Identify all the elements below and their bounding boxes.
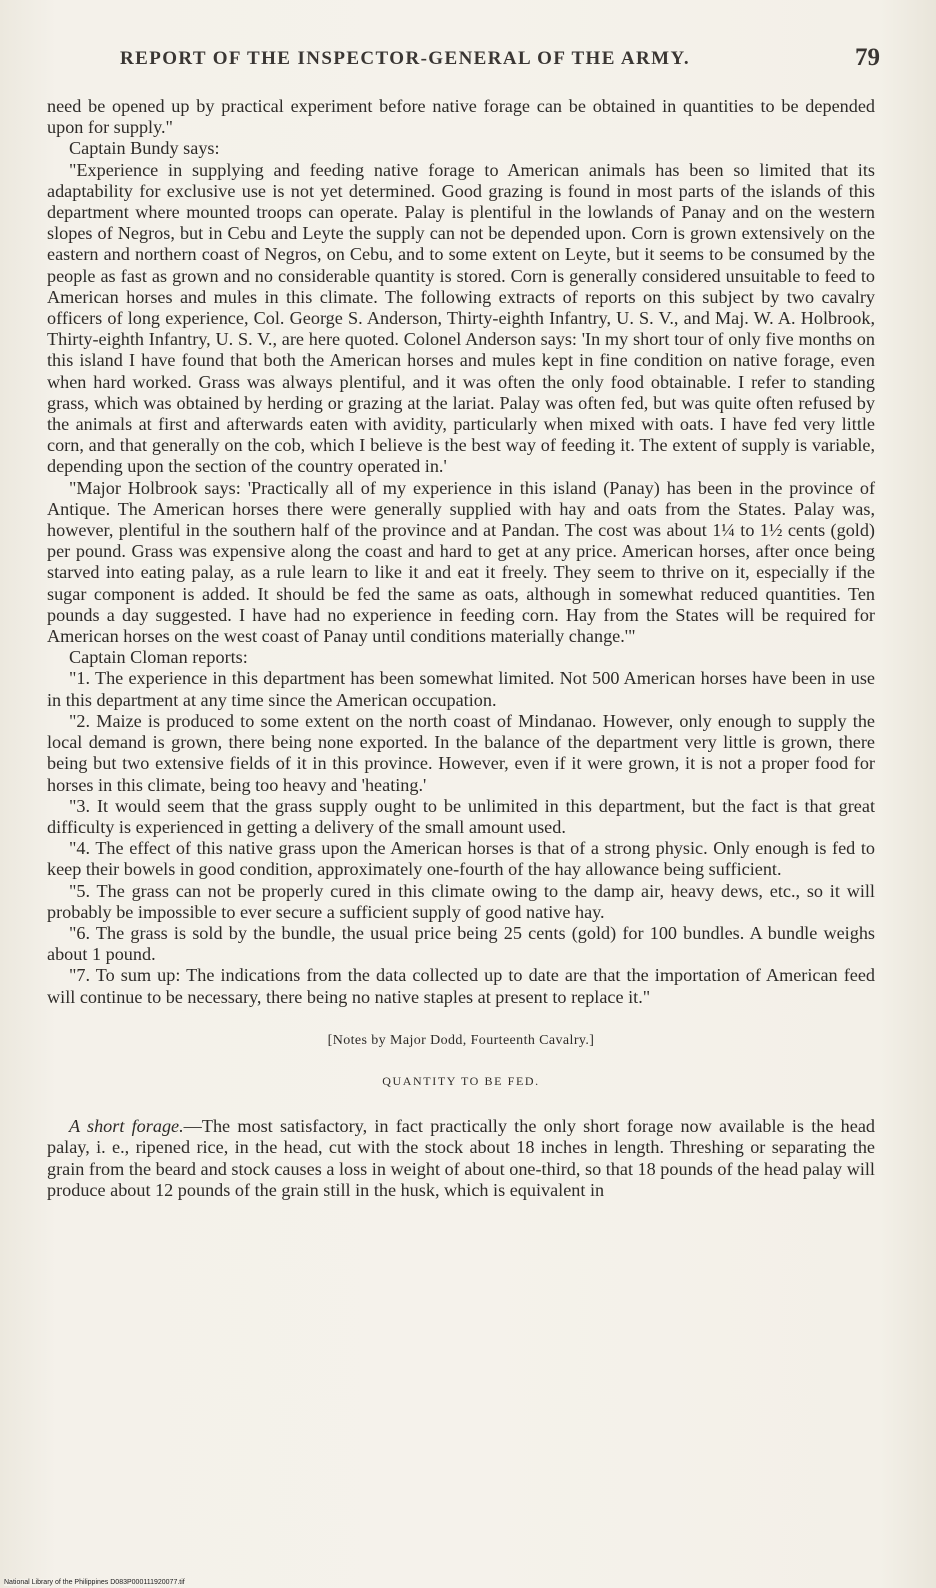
paragraph-cloman-item-1: "1. The experience in this department has been somewhat limited. Not 500 American horses have been in use in this department at any time since the American occupation.: [47, 668, 875, 710]
paragraph-bundy-quote: "Experience in supplying and feeding native forage to American animals has been so limited that its adaptability for exclusive use is not yet determined. Good grazing is found in most parts of the islands of this department where mounted troops can operate. Palay is plentiful in the lowlands of Panay and on the western slopes of Negros, but in Cebu and Leyte the supply can not be depended upon. Corn is grown extensively on the eastern and northern coast of Negros, on Cebu, and to some extent on Leyte, but it seems to be consumed by the people as fast as grown and no considerable quantity is stored. Corn is generally considered unsuitable to feed to American horses and mules in this climate. The following extracts of reports on this subject by two cavalry officers of long experience, Col. George S. Anderson, Thirty-eighth Infantry, U. S. V., and Maj. W. A. Holbrook, Thirty-eighth Infantry, U. S. V., are here quoted. Colonel Anderson says: 'In my short tour of only five months on this island I have found that both the American horses and mules kept in fine condition on native forage, even when hard worked. Grass was always plentiful, and it was often the only food obtainable. I refer to standing grass, which was obtained by herding or grazing at the lariat. Palay was often fed, but was quite often refused by the animals at first and afterwards eaten with avidity, particularly when mixed with oats. I have fed very little corn, and that generally on the cob, which I believe is the best way of feeding it. The extent of supply is variable, depending upon the section of the country operated in.': [47, 159, 875, 477]
paragraph-cloman-item-6: "6. The grass is sold by the bundle, the usual price being 25 cents (gold) for 100 bundles. A bundle weighs about 1 pound.: [47, 922, 875, 965]
paragraph-cloman-item-4: "4. The effect of this native grass upon the American horses is that of a strong physic. Only enough is fed to keep their bowels in good condition, approximately one-fourth of the hay allowance being sufficient.: [47, 838, 875, 880]
paragraph-cloman-intro: Captain Cloman reports:: [69, 647, 248, 668]
section-title: QUANTITY TO BE FED.: [382, 1073, 540, 1088]
paragraph-cloman-item-2: "2. Maize is produced to some extent on the north coast of Mindanao. However, only enough to supply the local demand is grown, there being none exported. In the balance of the department very little is grown, there being but two extensive fields of it in this province. However, even if it were grown, it is not a proper food for horses in this climate, being too heavy and 'heating.': [47, 710, 875, 795]
short-forage-text: —The most satisfactory, in fact practically the only short forage now available is the head palay, i. e., ripened rice, in the head, cut with the stock about 18 inches in length. Threshing or separating the grain from the beard and stock causes a loss in weight of about one-third, so that 18 pounds of the head palay will produce about 12 pounds of the grain still in the husk, which is equivalent in: [47, 1116, 875, 1200]
body-text: [47, 96, 875, 1201]
paragraph-cloman-item-7: "7. To sum up: The indications from the data collected up to date are that the importation of American feed will continue to be necessary, there being no native staples at present to replace it.": [47, 965, 875, 1007]
footer-library: National Library of the Philippines: [4, 1579, 109, 1586]
running-head: REPORT OF THE INSPECTOR-GENERAL OF THE ARMY.: [120, 48, 690, 69]
page-header: [120, 46, 880, 74]
paragraph-holbrook-quote: "Major Holbrook says: 'Practically all of my experience in this island (Panay) has been in the province of Antique. The American horses there were generally supplied with hay and oats from the States. Palay was, however, plentiful in the southern half of the province and at Pandan. The cost was about 1¼ to 1½ cents (gold) per pound. Grass was expensive along the coast and hard to get at any price. American horses, after once being starved into eating palay, as a rule learn to like it and eat it freely. They seem to thrive on it, especially if the sugar component is added. It should be fed the same as oats, although in somewhat reduced quantities. Ten pounds a day suggested. I have had no experience in feeding corn. Hay from the States will be required for American horses on the west coast of Panay until conditions materially change.'": [47, 477, 875, 647]
scan-footer: [4, 1579, 185, 1586]
paragraph-cloman-item-3: "3. It would seem that the grass supply ought to be unlimited in this department, but the fact is that great difficulty is experienced in getting a delivery of the small amount used.: [47, 795, 875, 837]
notes-attribution: [Notes by Major Dodd, Fourteenth Cavalry.]: [327, 1032, 595, 1048]
paragraph-bundy-intro: Captain Bundy says:: [69, 138, 220, 159]
paragraph-continuation: need be opened up by practical experiment before native forage can be obtained in quantities to be depended upon for supply.": [47, 96, 875, 138]
paragraph-short-forage: [47, 1116, 875, 1201]
short-forage-lead: A short forage.: [69, 1116, 184, 1137]
paragraph-cloman-item-5: "5. The grass can not be properly cured in this climate owing to the damp air, heavy dews, etc., so it will probably be impossible to ever secure a sufficient supply of good native hay.: [47, 880, 875, 922]
footer-item-id: D083P000111920077.tif: [110, 1579, 185, 1586]
page-number: 79: [855, 44, 880, 71]
